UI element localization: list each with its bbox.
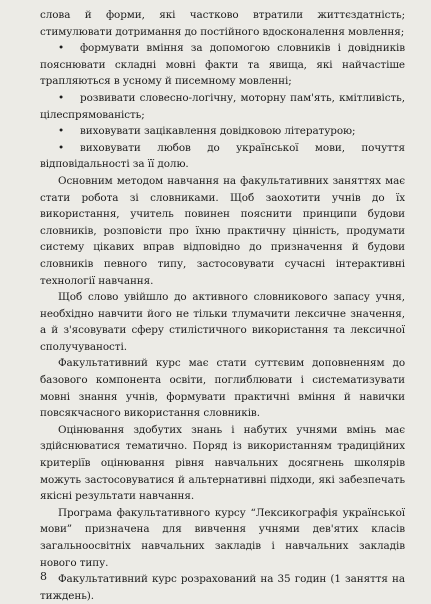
continuation-paragraph: слова й форми, які частково втратили життєздатність; стимулювати дотримання до постійного вдосконалення мовлення; xyxy=(40,9,405,38)
bullet-marker: • xyxy=(58,125,65,138)
bullet-marker: • xyxy=(58,91,65,104)
body-paragraph: Факультативний курс має стати суттєвим доповненням до базового компонента освіти, поглиблювати і систематизувати мовні знання учнів, формувати практичні вміння й навички повсякчасного використання словників. xyxy=(40,357,405,420)
bullet-item xyxy=(40,140,405,173)
bullet-text: виховувати зацікавлення довідковою літературою; xyxy=(80,125,356,138)
body-paragraph: Програма факультативного курсу “Лексикографія української мови” призначена для вивчення учнями дев'ятих класів загальноосвітніх навчальних закладів і навчальних закладів нового типу. xyxy=(40,506,405,569)
body-paragraph: Основним методом навчання на факультативних заняттях має стати робота зі словниками. Щоб заохотити учнів до їх використання, учитель повинен пояснити принципи будови словників, розповісти про їхню практичну цінність, продумати систему цікавих вправ відповідно до призначення й будови словників певного типу, застосовувати сучасні інтерактивні технології навчання. xyxy=(40,174,405,287)
bullet-text: виховувати любов до української мови, почуття відповідальності за її долю. xyxy=(40,141,405,171)
bullet-item xyxy=(40,123,405,140)
bullet-text: формувати вміння за допомогою словників і довідників пояснювати складні мовні факти та явища, які найчастіше трапляються в усному й писемному мовленні; xyxy=(40,42,405,88)
bullet-item xyxy=(40,90,405,123)
bullet-marker: • xyxy=(58,42,65,55)
body-paragraph: Щоб слово увійшло до активного словникового запасу учня, необхідно навчити його не тільки тлумачити лексичне значення, а й з'ясовувати сферу стилістичного використання та лексичної сполучуваності. xyxy=(40,291,405,353)
bullet-marker: • xyxy=(58,141,65,154)
bullet-item xyxy=(40,40,405,90)
body-paragraph: Факультативний курс розрахований на 35 годин (1 заняття на тиждень). xyxy=(40,573,405,602)
page-number: 8 xyxy=(40,570,47,583)
page-body xyxy=(40,7,405,604)
bullet-text: розвивати словесно-логічну, моторну пам'ять, кмітливість, цілеспрямованість; xyxy=(40,91,405,121)
body-paragraph: Оцінювання здобутих знань і набутих учнями вмінь має здійснюватися тематично. Поряд із використанням традиційних критеріїв оцінювання рівня навчальних досягнень школярів можуть застосовуватися й альтернативні підходи, які забезпечать якісні результати навчання. xyxy=(40,423,405,503)
